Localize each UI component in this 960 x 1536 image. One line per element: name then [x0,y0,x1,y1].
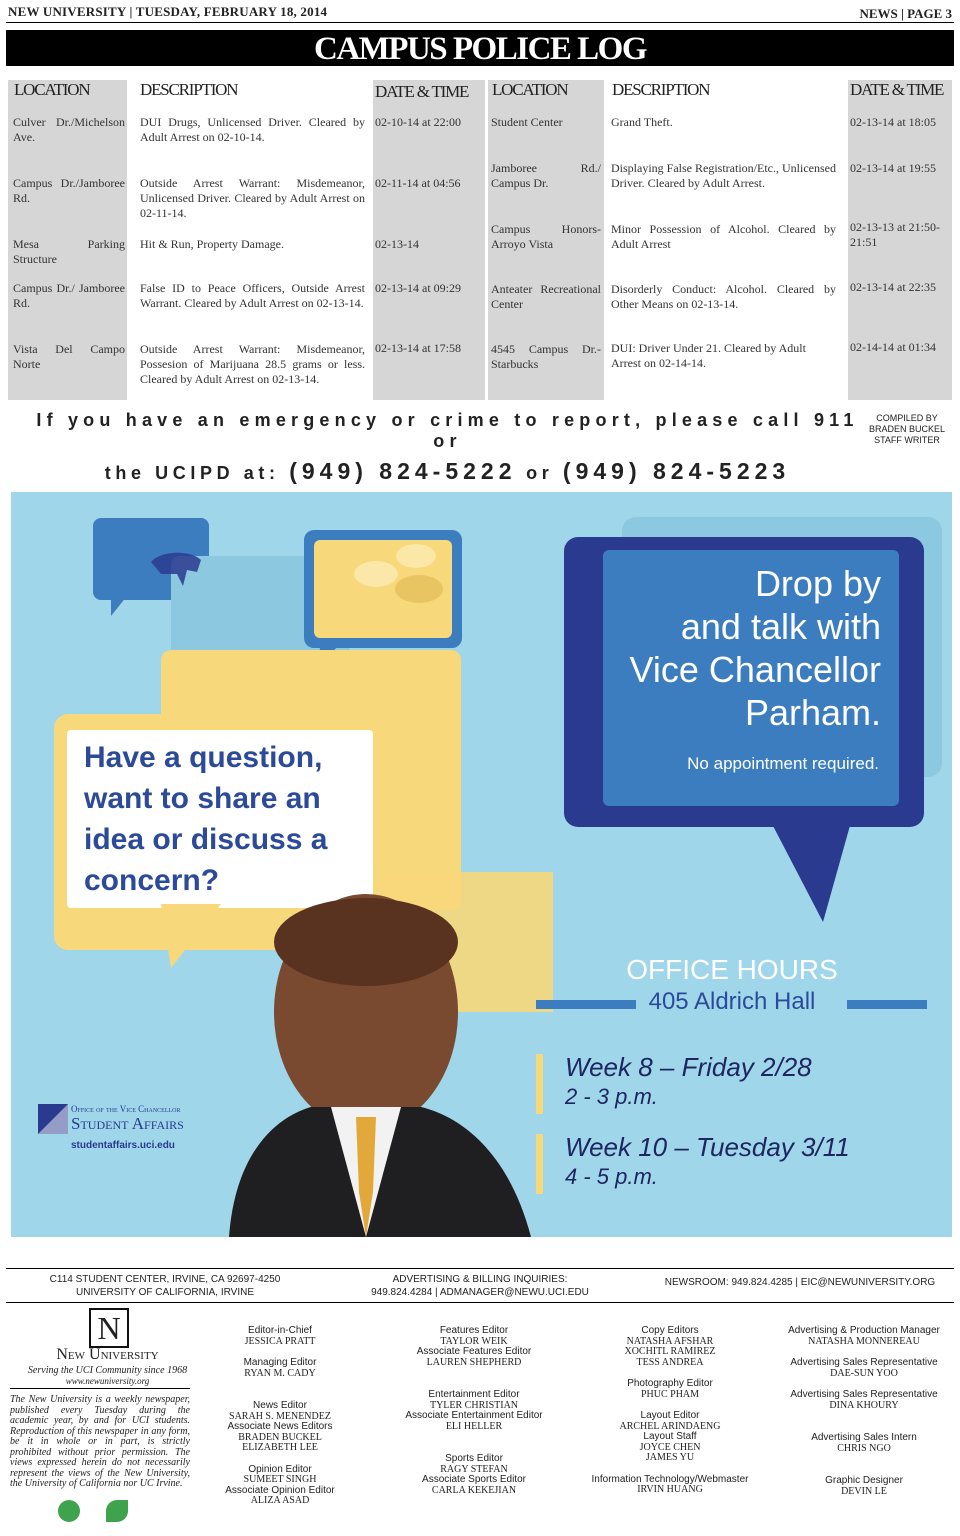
log-description: Grand Theft. [611,115,673,129]
staff-name: BRADEN BUCKEL [238,1431,322,1443]
staff-name: DAE-SUN YOO [830,1367,898,1379]
masthead-logo: N [89,1308,129,1348]
headline-line: Parham. [744,692,881,733]
log-description: Displaying False Registration/Etc., Unlicensed Driver. Cleared by Adult Arrest. [611,161,836,190]
log-description: DUI Drugs, Unlicensed Driver. Cleared by Adult Arrest on 02-10-14. [140,115,365,144]
staff-name: LAUREN SHEPHERD [426,1356,522,1368]
staff-name: DEVIN LE [841,1485,887,1497]
staff-role: Advertising Sales Intern [811,1432,917,1443]
phone-number-1: (949) 824-5222 [289,458,517,484]
staff-role: Associate News Editors [227,1421,333,1432]
staff-role: News Editor [253,1400,307,1411]
question-line: want to share an [84,782,321,815]
staff-name: DINA KHOURY [829,1399,899,1411]
log-description: Disorderly Conduct: Alcohol. Cleared by Other Means on 02-13-14. [611,282,836,311]
log-description: Outside Arrest Warrant: Misdemeanor, Possesion of Marijuana 28.5 grams or less. Cleared by Adult Arrest on 02-13-14. [140,342,365,386]
staff-role: Layout Editor [640,1410,700,1421]
staff-name: TESS ANDREA [636,1356,704,1368]
staff-name: JAMES YU [645,1452,695,1463]
address-line: C114 STUDENT CENTER, IRVINE, CA 92697-4250 [49,1274,281,1285]
emergency-notice [0,410,895,452]
drop-by-headline [611,562,881,734]
staff-role: Editor-in-Chief [248,1325,312,1336]
advertising-contact [330,1273,630,1299]
log-datetime: 02-13-13 at 21:50-21:51 [850,220,940,249]
log-datetime: 02-13-14 at 19:55 [850,161,936,175]
question-line: idea or discuss a [84,823,328,856]
phone-number-2: (949) 824-5223 [562,458,791,484]
staff-role: Advertising Sales Representative [790,1357,938,1368]
staff-role: Managing Editor [243,1357,317,1368]
office-hours-heading: OFFICE HOURS [626,954,838,985]
byline-role: STAFF WRITER [874,435,940,445]
staff-column-3 [580,1326,760,1496]
staff-name: ARCHEL ARINDAENG [619,1420,721,1432]
newsroom-contact: NEWSROOM: 949.824.4285 | EIC@NEWUNIVERSITY.ORG [664,1277,936,1288]
log-datetime: 02-13-14 at 22:35 [850,280,936,294]
staff-name: ELI HELLER [445,1420,503,1432]
staff-role: Entertainment Editor [428,1389,520,1400]
advertising-label: ADVERTISING & BILLING INQUIRIES: [392,1274,568,1285]
address-line: UNIVERSITY OF CALIFORNIA, IRVINE [76,1287,254,1298]
header-rule [6,22,954,23]
staff-name: SARAH S. MENENDEZ [229,1410,331,1422]
staff-role: Copy Editors [641,1325,699,1336]
staff-role: Associate Opinion Editor [225,1484,335,1496]
headline-line: Drop by [754,563,881,604]
staff-name: CARLA KEKEJIAN [431,1484,517,1496]
staff-name: NATASHA MONNEREAU [808,1335,920,1347]
newspaper-dateline: NEW UNIVERSITY | TUESDAY, FEBRUARY 18, 2014 [8,4,328,19]
log-location: Campus Honors-Arroyo Vista [491,222,601,251]
footer-rule-top [6,1268,954,1269]
description-header: DESCRIPTION [140,80,238,99]
leaf-icon [106,1500,128,1522]
publication-blurb: The New University is a weekly newspaper, published every Tuesday during the academic year, by and for UCI students. Reproduction of this newspaper in any form, be it in whole or in part, is strictly prohibited without prior permission. The views expressed herein do not necessarily represent the views of the New University, the University of California nor UC Irvine. [10,1394,190,1489]
week-10-time: 4 - 5 p.m. [565,1164,658,1189]
staff-role: Sports Editor [445,1453,503,1464]
week-8-date: Week 8 – Friday 2/28 [565,1052,812,1082]
datetime-header: DATE & TIME [375,82,469,101]
masthead-rule [10,1388,190,1389]
log-location: Student Center [491,115,563,129]
location-header: LOCATION [492,80,568,99]
staff-role: Advertising Sales Representative [790,1389,938,1400]
log-datetime: 02-13-14 at 18:05 [850,115,936,129]
log-description: Minor Possession of Alcohol. Cleared by Adult Arrest [611,222,836,251]
location-header: LOCATION [14,80,90,99]
staff-role: Associate Features Editor [416,1346,532,1357]
question-line: concern? [84,864,220,897]
staff-name: TYLER CHRISTIAN [429,1399,519,1411]
page-title: CAMPUS POLICE LOG [6,30,954,66]
staff-name: XOCHITL RAMIREZ [624,1346,716,1357]
staff-name: RYAN M. CADY [244,1367,316,1379]
staff-role: Photography Editor [627,1378,713,1389]
log-datetime: 02-13-14 at 17:58 [375,341,461,355]
emergency-or: or [433,431,462,451]
emergency-phone-line [0,458,895,485]
log-datetime: 02-13-14 [375,237,419,251]
masthead-url: www.newuniversity.org [65,1376,150,1386]
office-location: 405 Aldrich Hall [648,988,816,1015]
no-appointment-note: No appointment required. [687,754,879,773]
ucipd-label: the UCIPD at: [104,463,280,483]
description-header: DESCRIPTION [612,80,710,99]
week-8-time: 2 - 3 p.m. [565,1084,658,1109]
staff-role: Graphic Designer [825,1475,903,1486]
masthead-tagline: Serving the UCI Community since 1968 [27,1365,188,1376]
staff-name: PHUC PHAM [640,1388,700,1400]
log-datetime: 02-14-14 at 01:34 [850,340,936,354]
log-description: Hit & Run, Property Damage. [140,237,284,251]
headline-line: Vice Chancellor [629,649,881,690]
recycle-icon [58,1500,80,1522]
staff-name: NATASHA AFSHAR [626,1335,714,1347]
staff-name: JESSICA PRATT [244,1335,316,1347]
staff-column-2 [394,1326,554,1496]
staff-name: JOYCE CHEN [639,1441,701,1453]
org-name-line1: Office of the Vice Chancellor [71,1104,181,1114]
datetime-header: DATE & TIME [850,80,944,99]
masthead-name: New University [56,1346,159,1363]
week-10-date: Week 10 – Tuesday 3/11 [565,1132,850,1162]
log-datetime: 02-13-14 at 09:29 [375,281,461,295]
staff-column-4 [774,1326,954,1497]
staff-name: ELIZABETH LEE [242,1442,318,1453]
log-location: Jamboree Rd./ Campus Dr. [491,161,601,190]
staff-name: CHRIS NGO [837,1442,891,1454]
section-page-label: NEWS | PAGE 3 [859,6,952,21]
log-location: Campus Dr./ Jamboree Rd. [13,281,125,310]
byline [852,413,960,446]
emergency-line-1: If you have an emergency or crime to report, please call 911 [36,410,859,430]
office-hours-advertisement [11,492,952,1237]
staff-name: ALIZA ASAD [250,1495,310,1506]
staff-role: Opinion Editor [248,1463,312,1475]
byline-name: BRADEN BUCKEL [868,424,946,434]
staff-role: Layout Staff [643,1431,697,1442]
headline-line: and talk with [680,606,881,647]
staff-role: Advertising & Production Manager [788,1325,940,1336]
log-location: Culver Dr./Michelson Ave. [13,115,125,144]
question-text [84,737,374,901]
staff-role: Features Editor [439,1325,509,1336]
address-block [20,1273,310,1299]
question-line: Have a question, [84,741,323,774]
staff-name: TAYLOR WEIK [440,1335,508,1347]
staff-name: SUMEET SINGH [243,1474,317,1485]
log-datetime: 02-10-14 at 22:00 [375,115,461,129]
staff-column-1 [200,1326,360,1507]
log-location: 4545 Campus Dr.-Starbucks [491,342,601,371]
log-description: Outside Arrest Warrant: Misdemeanor, Unlicensed Driver. Cleared by Adult Arrest on 02-11-14. [140,176,365,220]
log-location: Vista Del Campo Norte [13,342,125,371]
log-description: DUI: Driver Under 21. Cleared by Adult Arrest on 02-14-14. [611,341,806,370]
log-description: False ID to Peace Officers, Outside Arrest Warrant. Cleared by Adult Arrest on 02-13-14. [140,281,365,310]
staff-name: IRVIN HUANG [637,1484,703,1495]
ad-url: studentaffairs.uci.edu [71,1140,175,1151]
org-name-line2: Student Affairs [71,1114,184,1133]
staff-role: Associate Sports Editor [422,1474,526,1485]
log-datetime: 02-11-14 at 04:56 [375,176,461,190]
phone-or: or [526,463,554,483]
staff-role: Associate Entertainment Editor [405,1410,543,1421]
staff-role: Information Technology/Webmaster [591,1473,749,1485]
log-location: Mesa Parking Structure [13,237,125,266]
log-location: Campus Dr./Jamboree Rd. [13,176,125,205]
byline-label: COMPILED BY [876,413,938,423]
staff-name: RAGY STEFAN [440,1463,508,1475]
footer-rule-bottom [6,1302,954,1303]
log-location: Anteater Recreational Center [491,282,601,311]
advertising-phone-email: 949.824.4284 | ADMANAGER@NEWU.UCI.EDU [371,1287,589,1298]
